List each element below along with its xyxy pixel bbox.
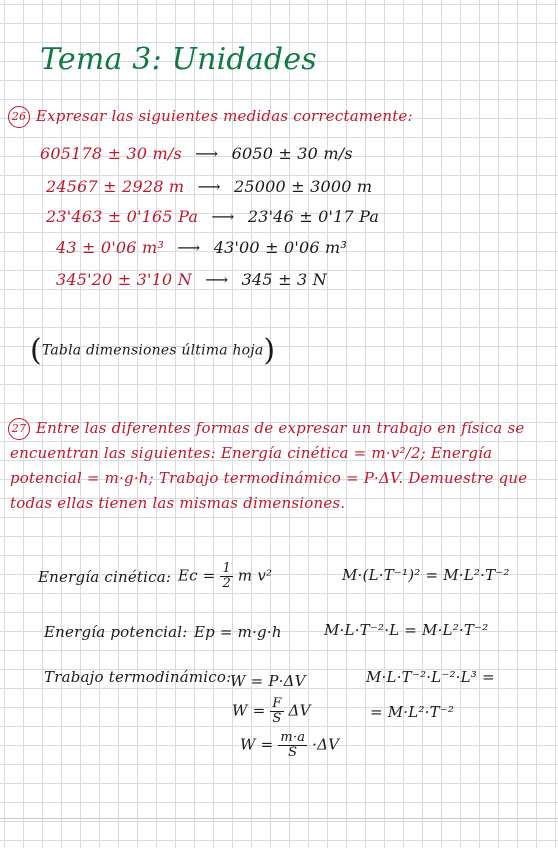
measure-result: 43'00 ± 0'06 m³ (213, 238, 347, 257)
fraction-numerator: m·a (280, 730, 306, 745)
potential-energy-label: Energía potencial: (44, 623, 188, 641)
arrow-icon: ⟶ (195, 144, 219, 163)
page-bottom-divider (0, 818, 558, 819)
thermo-work-formula-2 (232, 697, 311, 726)
fraction (220, 562, 232, 591)
note-text: Tabla dimensiones última hoja (41, 342, 264, 359)
measure-result: 345 ± 3 N (241, 270, 327, 289)
measure-original: 43 ± 0'06 m³ (56, 238, 164, 257)
formula-part: ΔV (288, 701, 311, 720)
fraction (278, 731, 307, 760)
arrow-icon: ⟶ (177, 238, 201, 257)
measure-result: 23'46 ± 0'17 Pa (247, 207, 380, 226)
fraction-denominator: 2 (222, 576, 231, 591)
exercise-26-text: Expresar las siguientes medidas correctamente: (36, 107, 413, 125)
exercise-27-line: todas ellas tienen las mismas dimensiones. (10, 494, 346, 512)
exercise-26-statement (8, 106, 413, 128)
fraction-numerator: 1 (222, 561, 231, 576)
measure-original: 23'463 ± 0'165 Pa (46, 207, 199, 226)
thermo-work-dimensions-1: M·L·T⁻²·L⁻²·L³ = (366, 668, 495, 686)
exercise-number-badge: 27 (8, 418, 30, 440)
measure-row (56, 238, 347, 257)
fraction (270, 697, 283, 726)
measure-result: 25000 ± 3000 m (234, 177, 373, 196)
measure-row (46, 207, 379, 226)
exercise-number-badge: 26 (8, 106, 30, 128)
page-title: Tema 3: Unidades (40, 42, 317, 77)
measure-row (40, 144, 353, 163)
exercise-27-statement (8, 416, 527, 516)
measure-original: 345'20 ± 3'10 N (56, 270, 192, 289)
measure-original: 24567 ± 2928 m (46, 177, 185, 196)
fraction-denominator: S (288, 745, 298, 760)
thermo-work-dimensions-2: = M·L²·T⁻² (370, 703, 455, 721)
formula-part: ·ΔV (312, 735, 340, 754)
fraction-numerator: F (272, 696, 282, 711)
kinetic-energy-label: Energía cinética: (38, 568, 172, 586)
measure-result: 6050 ± 30 m/s (231, 144, 353, 163)
fraction-denominator: S (272, 711, 282, 726)
formula-part: m v² (237, 566, 273, 585)
potential-energy-dimensions: M·L·T⁻²·L = M·L²·T⁻² (324, 621, 489, 639)
formula-part: Ec = (178, 566, 216, 585)
potential-energy-formula: Ep = m·g·h (194, 623, 282, 641)
thermo-work-formula-3 (240, 731, 339, 760)
thermo-work-label: Trabajo termodinámico: (44, 668, 232, 686)
kinetic-energy-dimensions: M·(L·T⁻¹)² = M·L²·T⁻² (342, 566, 510, 584)
exercise-27-line: encuentran las siguientes: Energía cinética = m·v²/2; Energía (10, 444, 493, 462)
exercise-27-line: Entre las diferentes formas de expresar un trabajo en física se (36, 419, 525, 437)
formula-part: W = (232, 701, 266, 720)
kinetic-energy-formula (178, 562, 272, 591)
thermo-work-formula-1: W = P·ΔV (230, 672, 306, 690)
arrow-icon: ⟶ (197, 177, 221, 196)
measure-row (56, 270, 327, 289)
arrow-icon: ⟶ (211, 207, 235, 226)
measure-row (46, 177, 372, 196)
arrow-icon: ⟶ (205, 270, 229, 289)
measure-original: 605178 ± 30 m/s (40, 144, 182, 163)
exercise-27-line: potencial = m·g·h; Trabajo termodinámico = P·ΔV. Demuestre que (10, 469, 528, 487)
note-dimensions-table: (Tabla dimensiones última hoja) (30, 333, 276, 368)
formula-part: W = (240, 735, 274, 754)
